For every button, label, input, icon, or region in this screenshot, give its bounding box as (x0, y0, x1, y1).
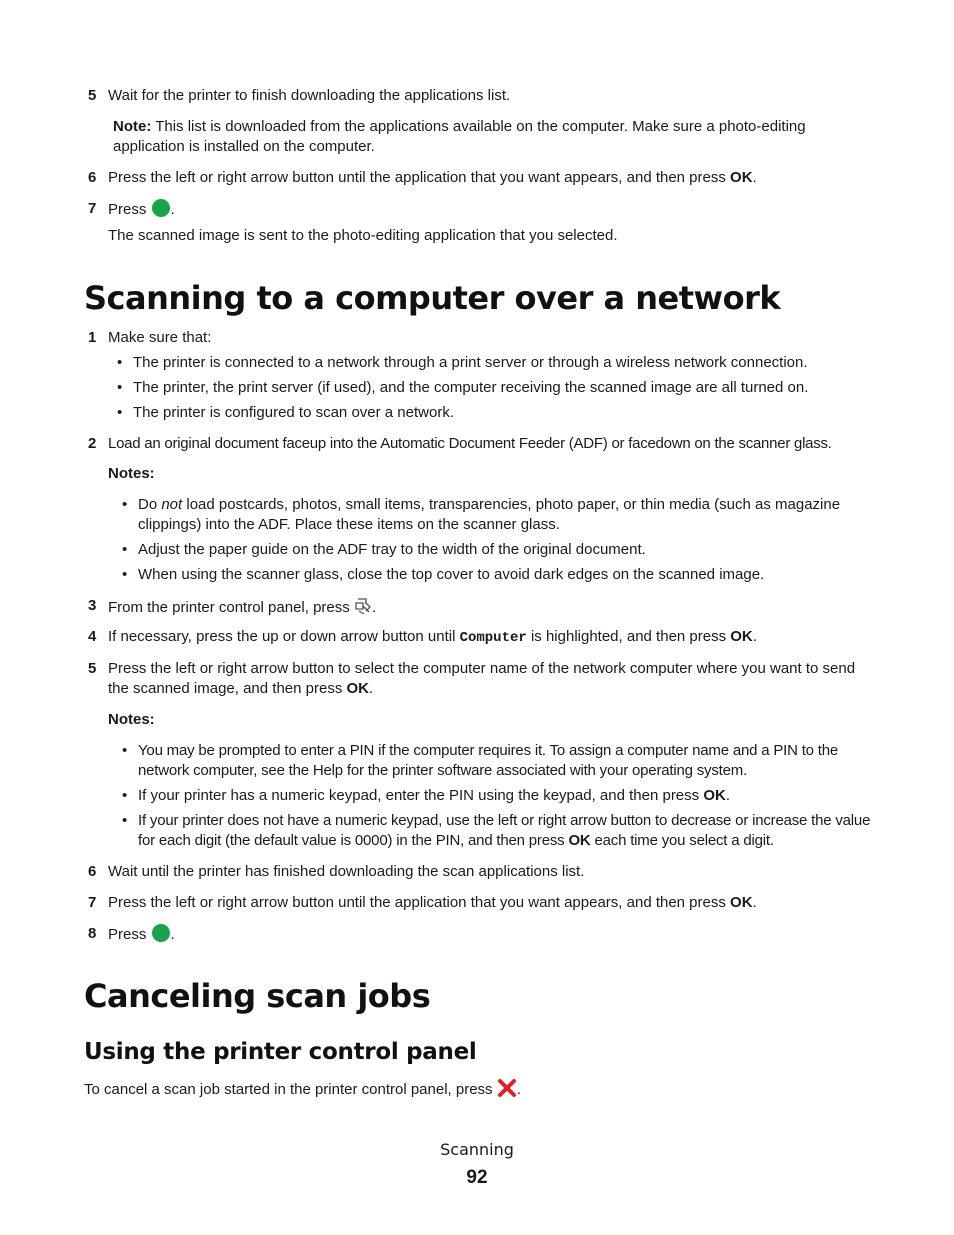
bullet-text (138, 786, 874, 806)
subsection-heading: Using the printer control panel (84, 1039, 477, 1065)
step-number: 6 (88, 863, 97, 880)
step-text (108, 199, 874, 220)
note-text: This list is downloaded from the applications available on the computer. Make sure a photo-editing application is installed on the computer. (113, 118, 806, 155)
bullet-text-post: load postcards, photos, small items, transparencies, photo paper, or thin media (such as magazine clippings) into the ADF. Place these items on the scanner glass. (138, 496, 841, 533)
step-text: Wait for the printer to finish downloading the applications list. (108, 87, 511, 104)
bullet-text-pre: Do (138, 496, 162, 513)
punct: . (170, 201, 175, 218)
ok-label: OK (730, 628, 753, 645)
punct: . (752, 169, 757, 186)
ok-label: OK (703, 787, 726, 804)
scan-icon (354, 596, 372, 622)
bullet: • (122, 566, 128, 583)
step-text (108, 659, 874, 699)
bullet-text-pre: If your printer does not have a numeric keypad, use the left or right arrow button to decrease or increase the value for each digit (the default value is 0000) in the PIN, and then press (138, 812, 871, 849)
bullet-text (138, 495, 874, 535)
page-number: 92 (466, 1167, 488, 1188)
step-result: The scanned image is sent to the photo-editing application that you selected. (108, 227, 618, 244)
menu-item-code: Computer (459, 630, 527, 646)
step-text (108, 924, 874, 945)
red-x-icon (497, 1078, 517, 1104)
ok-label: OK (730, 169, 753, 186)
footer-section: Scanning (440, 1140, 514, 1159)
punct: . (371, 599, 377, 616)
step-text-body: Press (108, 201, 151, 218)
step-text-body: Press the left or right arrow button to select the computer name of the network computer where you want to send the scanned image, and then press (108, 660, 856, 697)
bullet-text: You may be prompted to enter a PIN if the computer requires it. To assign a computer name and a PIN to the network computer, see the Help for the printer software associated with your operating system. (138, 742, 839, 779)
emphasis: not (161, 496, 183, 513)
bullet: • (117, 354, 123, 371)
punct: . (752, 628, 757, 645)
bullet: • (122, 496, 128, 513)
bullet-text: The printer, the print server (if used), and the computer receiving the scanned image are all turned on. (133, 379, 809, 396)
step-text (108, 168, 874, 188)
step-number: 8 (88, 925, 97, 942)
step-text (108, 893, 874, 913)
step-number: 7 (88, 200, 97, 217)
bullet-text: Adjust the paper guide on the ADF tray to the width of the original document. (138, 541, 646, 558)
paragraph-text: To cancel a scan job started in the printer control panel, press (84, 1081, 497, 1098)
punct: . (369, 680, 374, 697)
notes-label: Notes: (108, 711, 155, 728)
step-text-body: Press the left or right arrow button until the application that you want appears, and then press (108, 894, 731, 911)
bullet: • (117, 404, 123, 421)
note-label: Note: (113, 118, 152, 135)
step-number: 1 (88, 329, 97, 346)
bullet-text (138, 811, 884, 851)
notes-label: Notes: (108, 465, 155, 482)
paragraph (84, 1078, 874, 1104)
ok-label: OK (730, 894, 753, 911)
bullet: • (122, 541, 128, 558)
step-text-body: Press the left or right arrow button until the application that you want appears, and then press (108, 169, 731, 186)
note (113, 117, 854, 157)
bullet: • (122, 787, 128, 804)
bullet-text: The printer is connected to a network through a print server or through a wireless network connection. (133, 354, 808, 371)
bullet: • (122, 812, 128, 829)
step-text: Make sure that: (108, 329, 212, 346)
step-text (108, 627, 874, 648)
step-text-pre: If necessary, press the up or down arrow button until (108, 628, 460, 645)
bullet: • (117, 379, 123, 396)
ok-label: OK (568, 832, 591, 849)
ok-label: OK (346, 680, 369, 697)
green-circle-icon (152, 924, 170, 942)
step-text: Load an original document faceup into the Automatic Document Feeder (ADF) or facedown on the scanner glass. (108, 435, 832, 452)
step-text-body: Press (108, 926, 151, 943)
green-circle-icon (152, 199, 170, 217)
punct: . (725, 787, 730, 804)
punct: . (170, 926, 175, 943)
step-text-post: is highlighted, and then press (526, 628, 731, 645)
bullet-text-pre: If your printer has a numeric keypad, enter the PIN using the keypad, and then press (138, 787, 704, 804)
punct: . (516, 1081, 521, 1098)
punct: . (752, 894, 757, 911)
step-text-body: From the printer control panel, press (108, 599, 354, 616)
step-number: 7 (88, 894, 97, 911)
bullet-text: The printer is configured to scan over a network. (133, 404, 454, 421)
section-heading: Scanning to a computer over a network (84, 279, 781, 317)
bullet-text: When using the scanner glass, close the top cover to avoid dark edges on the scanned image. (138, 566, 765, 583)
step-number: 5 (88, 87, 97, 104)
step-number: 5 (88, 660, 97, 677)
step-text: Wait until the printer has finished downloading the scan applications list. (108, 863, 585, 880)
section-heading: Canceling scan jobs (84, 977, 431, 1015)
step-number: 6 (88, 169, 97, 186)
step-number: 3 (88, 597, 97, 614)
step-number: 4 (88, 628, 97, 645)
bullet-text-post: each time you select a digit. (590, 832, 774, 849)
step-text (108, 596, 874, 622)
step-number: 2 (88, 435, 97, 452)
bullet: • (122, 742, 128, 759)
